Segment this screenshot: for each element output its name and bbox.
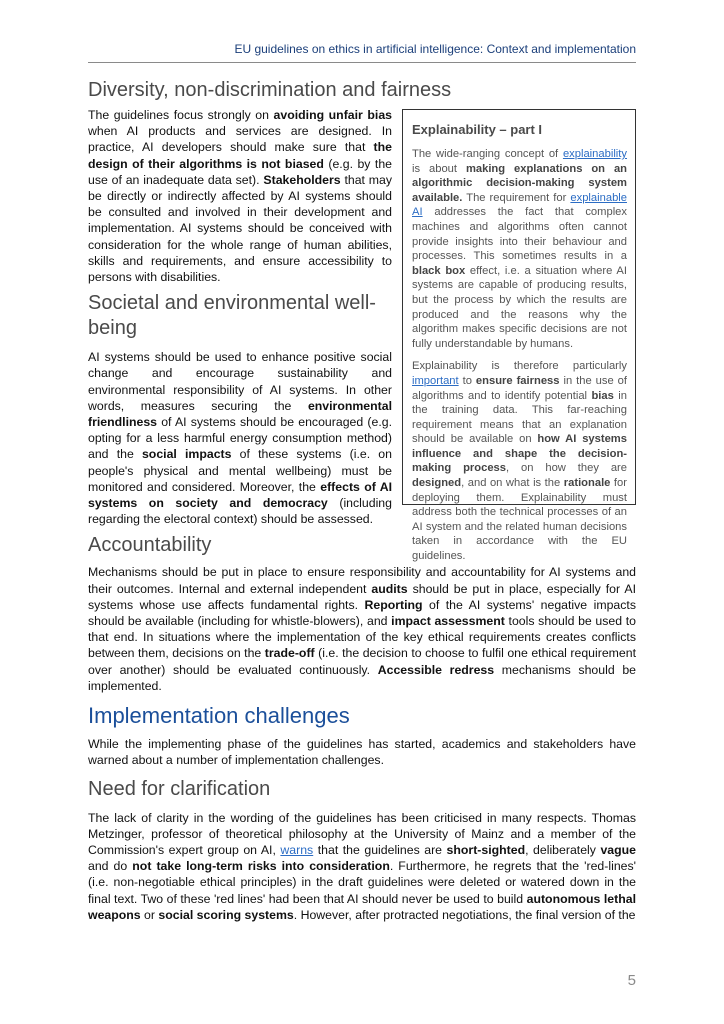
implementation-paragraph: While the implementing phase of the guidelines has started, academics and stakeholders have warned about a number of implementation challenges.: [88, 737, 636, 768]
box-paragraph-1: The wide-ranging concept of explainability is about making explanations on an algorithmic decision-making system available. The requirement for explainable AI addresses the fact that complex machines and algorithms often cannot provide insights into their behaviour and processes. This sometimes results in a black box effect, i.e. a situation where AI systems are capable of producing results, but the process by which the results are produced and the reasons why the algorithm makes specific decisions are not fully understandable by humans.: [412, 148, 628, 350]
section-heading-accountability: Accountability: [88, 534, 212, 557]
page-number: 5: [627, 972, 636, 989]
clarification-paragraph: The lack of clarity in the wording of the guidelines has been criticised in many respects. Thomas Metzinger, professor of theoretical philosophy at the University of Mainz and a member of the Commission's expert group on AI, warns that the guidelines are short-sighted, deliberately vague and do not take long-term risks into consideration. Furthermore, he regrets that the 'red-lines' (i.e. non-negotiable ethical principles) in the draft guidelines were deleted or watered down in the final text. Two of these 'red lines' had been that AI should never be used to build autonomous lethal weapons or social scoring systems. However, after protracted negotiations, the final version of the: [88, 810, 637, 922]
warns-link[interactable]: warns: [280, 842, 314, 857]
explainable-ai-link[interactable]: explainable AI: [412, 191, 627, 219]
section-heading-clarification: Need for clarification: [88, 777, 271, 800]
running-header: EU guidelines on ethics in artificial intelligence: Context and implementation: [88, 42, 636, 63]
important-link[interactable]: important: [412, 374, 459, 387]
diversity-paragraph: The guidelines focus strongly on avoiding unfair bias when AI products and services are designed. In practice, AI developers should make sure that the design of their algorithms is not biased (e.g. by the use of an inadequate data set). Stakeholders that may be directly or indirectly affected by AI systems should be consulted and involved in their development and implementation. AI systems should be conceived with consideration for the whole range of human abilities, skills and requirements, and ensure accessibility to persons with disabilities.: [88, 108, 393, 285]
box-title: Explainability – part I: [412, 122, 543, 137]
explainability-box: [402, 109, 636, 563]
societal-paragraph: AI systems should be used to enhance positive social change and encourage sustainability and environmental responsibility of AI systems. In other words, measures securing the environmental friendliness of AI systems should be encouraged (e.g. opting for a less harmful energy consumption method) and the social impacts of these systems (i.e. on people's physical and mental wellbeing) must be monitored and considered. Moreover, the effects of AI systems on society and democracy (including regarding the electoral context) should be assessed.: [88, 350, 392, 527]
section-heading-diversity: Diversity, non-discrimination and fairness: [88, 79, 452, 101]
main-content: [88, 78, 636, 923]
accountability-paragraph: Mechanisms should be put in place to ensure responsibility and accountability for AI systems and their outcomes. Internal and external independent audits should be put in place, especially for AI systems whose use affects fundamental rights. Reporting of the AI systems' negative impacts should be available (including for whistle-blowers), and impact assessment tools should be used to that end. In situations where the implementation of the key ethical requirements creates conflicts between them, decisions on the trade-off (i.e. the decision to choose to fulfil one ethical requirement over another) should be evaluated continuously. Accessible redress mechanisms should be implemented.: [88, 565, 636, 693]
box-paragraph-2: Explainability is therefore particularly important to ensure fairness in the use of algorithms and to identify potential bias in the training data. This far-reaching requirement means that an explanation should be available on how AI systems influence and shape the decision-making process, on how they are designed, and on what is the rationale for deploying them. Explainability must address both the technical processes of an AI system and the related human decisions taken in accordance with the EU guidelines.: [412, 360, 628, 563]
section-heading-implementation: Implementation challenges: [88, 703, 350, 729]
explainability-link[interactable]: explainability: [562, 148, 627, 160]
section-heading-societal: Societal and environmental well-being: [88, 292, 376, 340]
